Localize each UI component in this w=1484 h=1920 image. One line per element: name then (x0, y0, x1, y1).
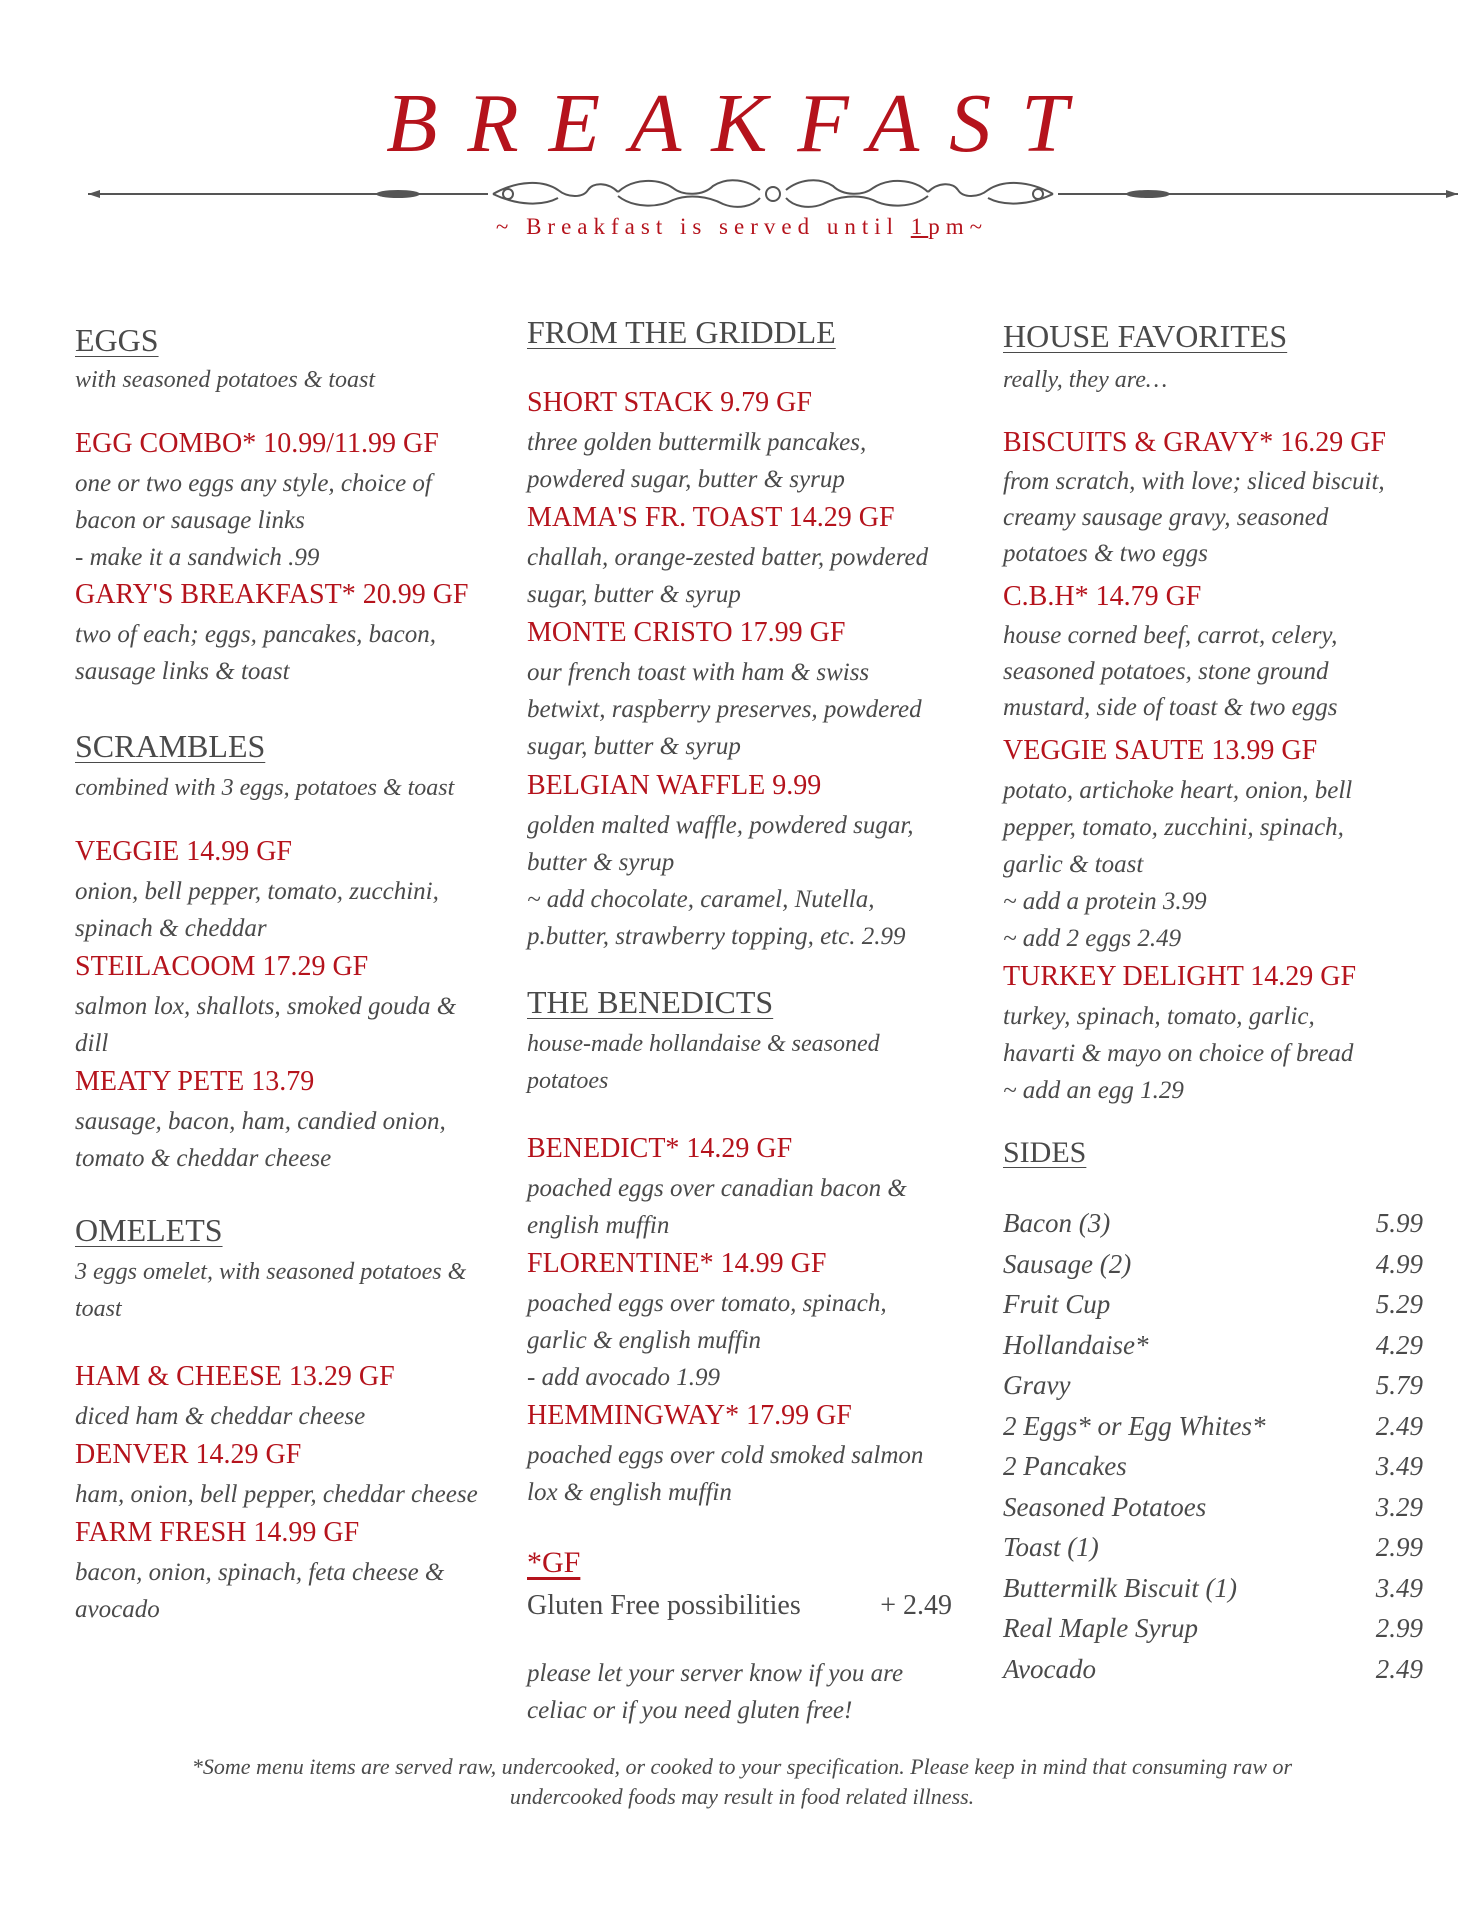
side-item-price: 5.99 (1375, 1208, 1423, 1238)
side-item-name: Seasoned Potatoes (1003, 1491, 1207, 1522)
menu-item-short-stack: SHORT STACK 9.79 GF (527, 387, 812, 418)
section-heading-omelets: OMELETS (75, 1212, 223, 1248)
menu-item-desc: potato, artichoke heart, onion, bell pepper, tomato, zucchini, spinach, garlic & toast ~ add a protein 3.99 ~ add 2 eggs 2.49 (1003, 777, 1353, 952)
menu-item-cbh: C.B.H* 14.79 GF (1003, 581, 1202, 612)
menu-item-turkey-delight: TURKEY DELIGHT 14.29 GF (1003, 961, 1357, 992)
side-item-name: Bacon (3) (1003, 1208, 1111, 1238)
gluten-free-line (527, 1590, 952, 1622)
side-item-price: 2.99 (1375, 1532, 1423, 1562)
gluten-free-heading: *GF (527, 1546, 581, 1579)
side-item-name: Avocado (1003, 1653, 1096, 1684)
menu-item-mamas-fr-toast: MAMA'S FR. TOAST 14.29 GF (527, 502, 895, 533)
menu-item-desc: onion, bell pepper, tomato, zucchini, spinach & cheddar (75, 878, 439, 942)
side-item-name: Hollandaise* (1003, 1329, 1149, 1360)
side-item-price: 5.29 (1375, 1289, 1423, 1319)
side-item-price: 4.99 (1375, 1248, 1423, 1279)
menu-title: BREAKFAST (386, 77, 1098, 170)
gluten-free-note: please let your server know if you are celiac or if you need gluten free! (527, 1660, 904, 1724)
menu-item-farm-fresh: FARM FRESH 14.99 GF (75, 1517, 360, 1548)
menu-item-desc: ham, onion, bell pepper, cheddar cheese (75, 1481, 478, 1508)
menu-item-belgian-waffle: BELGIAN WAFFLE 9.99 (527, 770, 822, 801)
side-item-price: 3.49 (1375, 1572, 1423, 1603)
gluten-free-label: Gluten Free possibilities (527, 1590, 801, 1621)
section-heading-griddle: FROM THE GRIDDLE (527, 314, 836, 350)
menu-item-desc: three golden buttermilk pancakes, powdered sugar, butter & syrup (527, 429, 867, 493)
side-item-price: 3.49 (1375, 1451, 1423, 1481)
section-heading-eggs: EGGS (75, 322, 159, 358)
section-subtitle-omelets: 3 eggs omelet, with seasoned potatoes & toast (75, 1259, 467, 1322)
menu-item-desc: golden malted waffle, powdered sugar, butter & syrup ~ add chocolate, caramel, Nutella, p.butter, strawberry topping, etc. 2.99 (527, 812, 914, 950)
side-item-name: Buttermilk Biscuit (1) (1003, 1572, 1237, 1603)
menu-item-desc: house corned beef, carrot, celery, seasoned potatoes, stone ground mustard, side of toast & two eggs (1003, 622, 1338, 721)
menu-item-desc: poached eggs over cold smoked salmon lox & english muffin (527, 1442, 924, 1506)
menu-item-desc: salmon lox, shallots, smoked gouda & dill (75, 993, 457, 1057)
menu-item-benedict: BENEDICT* 14.29 GF (527, 1133, 793, 1164)
section-subtitle-eggs: with seasoned potatoes & toast (75, 367, 375, 393)
side-item-price: 2.99 (1375, 1613, 1423, 1643)
menu-item-garys-breakfast: GARY'S BREAKFAST* 20.99 GF (75, 579, 469, 610)
raw-food-disclaimer: *Some menu items are served raw, undercooked, or cooked to your specification. Please keep in mind that consuming raw or undercooked foods may result in food related illness. (191, 1754, 1293, 1809)
menu-item-egg-combo: EGG COMBO* 10.99/11.99 GF (75, 428, 439, 459)
menu-item-monte-cristo: MONTE CRISTO 17.99 GF (527, 617, 846, 648)
section-subtitle-scrambles: combined with 3 eggs, potatoes & toast (75, 775, 455, 801)
menu-item-denver: DENVER 14.29 GF (75, 1439, 302, 1470)
section-heading-scrambles: SCRAMBLES (75, 728, 266, 764)
side-item-price: 2.49 (1375, 1410, 1423, 1441)
serving-hours-note: ~ Breakfast is served until 1pm~ (495, 214, 989, 239)
section-subtitle-house-favorites: really, they are… (1003, 367, 1168, 393)
side-item-price: 5.79 (1375, 1370, 1423, 1400)
side-item-name: Sausage (2) (1003, 1248, 1132, 1279)
side-item-name: Real Maple Syrup (1003, 1613, 1198, 1643)
menu-item-desc: one or two eggs any style, choice of bacon or sausage links - make it a sandwich .99 (75, 470, 432, 571)
menu-item-desc: turkey, spinach, tomato, garlic, havarti & mayo on choice of bread ~ add an egg 1.29 (1003, 1003, 1354, 1104)
menu-item-desc: challah, orange-zested batter, powdered sugar, butter & syrup (527, 544, 929, 608)
section-heading-house-favorites: HOUSE FAVORITES (1003, 318, 1288, 354)
side-item-name: 2 Pancakes (1003, 1451, 1127, 1481)
menu-item-desc: poached eggs over tomato, spinach, garlic & english muffin - add avocado 1.99 (527, 1290, 887, 1391)
menu-item-florentine: FLORENTINE* 14.99 GF (527, 1248, 827, 1279)
menu-item-desc: bacon, onion, spinach, feta cheese & avocado (75, 1559, 445, 1623)
side-item-name: Toast (1) (1003, 1532, 1099, 1562)
menu-item-desc: diced ham & cheddar cheese (75, 1403, 366, 1430)
menu-item-desc: our french toast with ham & swiss betwixt, raspberry preserves, powdered sugar, butter & syrup (527, 659, 922, 760)
menu-item-veggie: VEGGIE 14.99 GF (75, 836, 292, 867)
menu-item-ham-cheese: HAM & CHEESE 13.29 GF (75, 1361, 395, 1392)
side-item-price: 4.29 (1375, 1329, 1423, 1360)
side-item-price: 3.29 (1375, 1491, 1423, 1522)
menu-item-meaty-pete: MEATY PETE 13.79 (75, 1066, 315, 1097)
side-item-price: 2.49 (1375, 1653, 1423, 1684)
side-item-name: Gravy (1003, 1370, 1071, 1400)
menu-item-desc: sausage, bacon, ham, candied onion, tomato & cheddar cheese (75, 1108, 446, 1172)
menu-item-hemmingway: HEMMINGWAY* 17.99 GF (527, 1400, 852, 1431)
menu-item-desc: from scratch, with love; sliced biscuit, creamy sausage gravy, seasoned potatoes & two eggs (1003, 468, 1385, 567)
menu-item-steilacoom: STEILACOOM 17.29 GF (75, 951, 369, 982)
side-item-name: Fruit Cup (1003, 1289, 1111, 1319)
menu-item-veggie-saute: VEGGIE SAUTE 13.99 GF (1003, 735, 1318, 766)
menu-item-desc: poached eggs over canadian bacon & english muffin (527, 1175, 907, 1239)
section-subtitle-benedicts: house-made hollandaise & seasoned potatoes (527, 1031, 880, 1094)
ornamental-divider (88, 172, 1458, 216)
side-item-name: 2 Eggs* or Egg Whites* (1003, 1410, 1266, 1441)
menu-item-biscuits-gravy: BISCUITS & GRAVY* 16.29 GF (1003, 427, 1386, 458)
section-heading-benedicts: THE BENEDICTS (527, 984, 774, 1020)
gluten-free-price: + 2.49 (880, 1590, 952, 1621)
menu-item-desc: two of each; eggs, pancakes, bacon, sausage links & toast (75, 621, 437, 685)
section-heading-sides: SIDES (1003, 1136, 1087, 1169)
